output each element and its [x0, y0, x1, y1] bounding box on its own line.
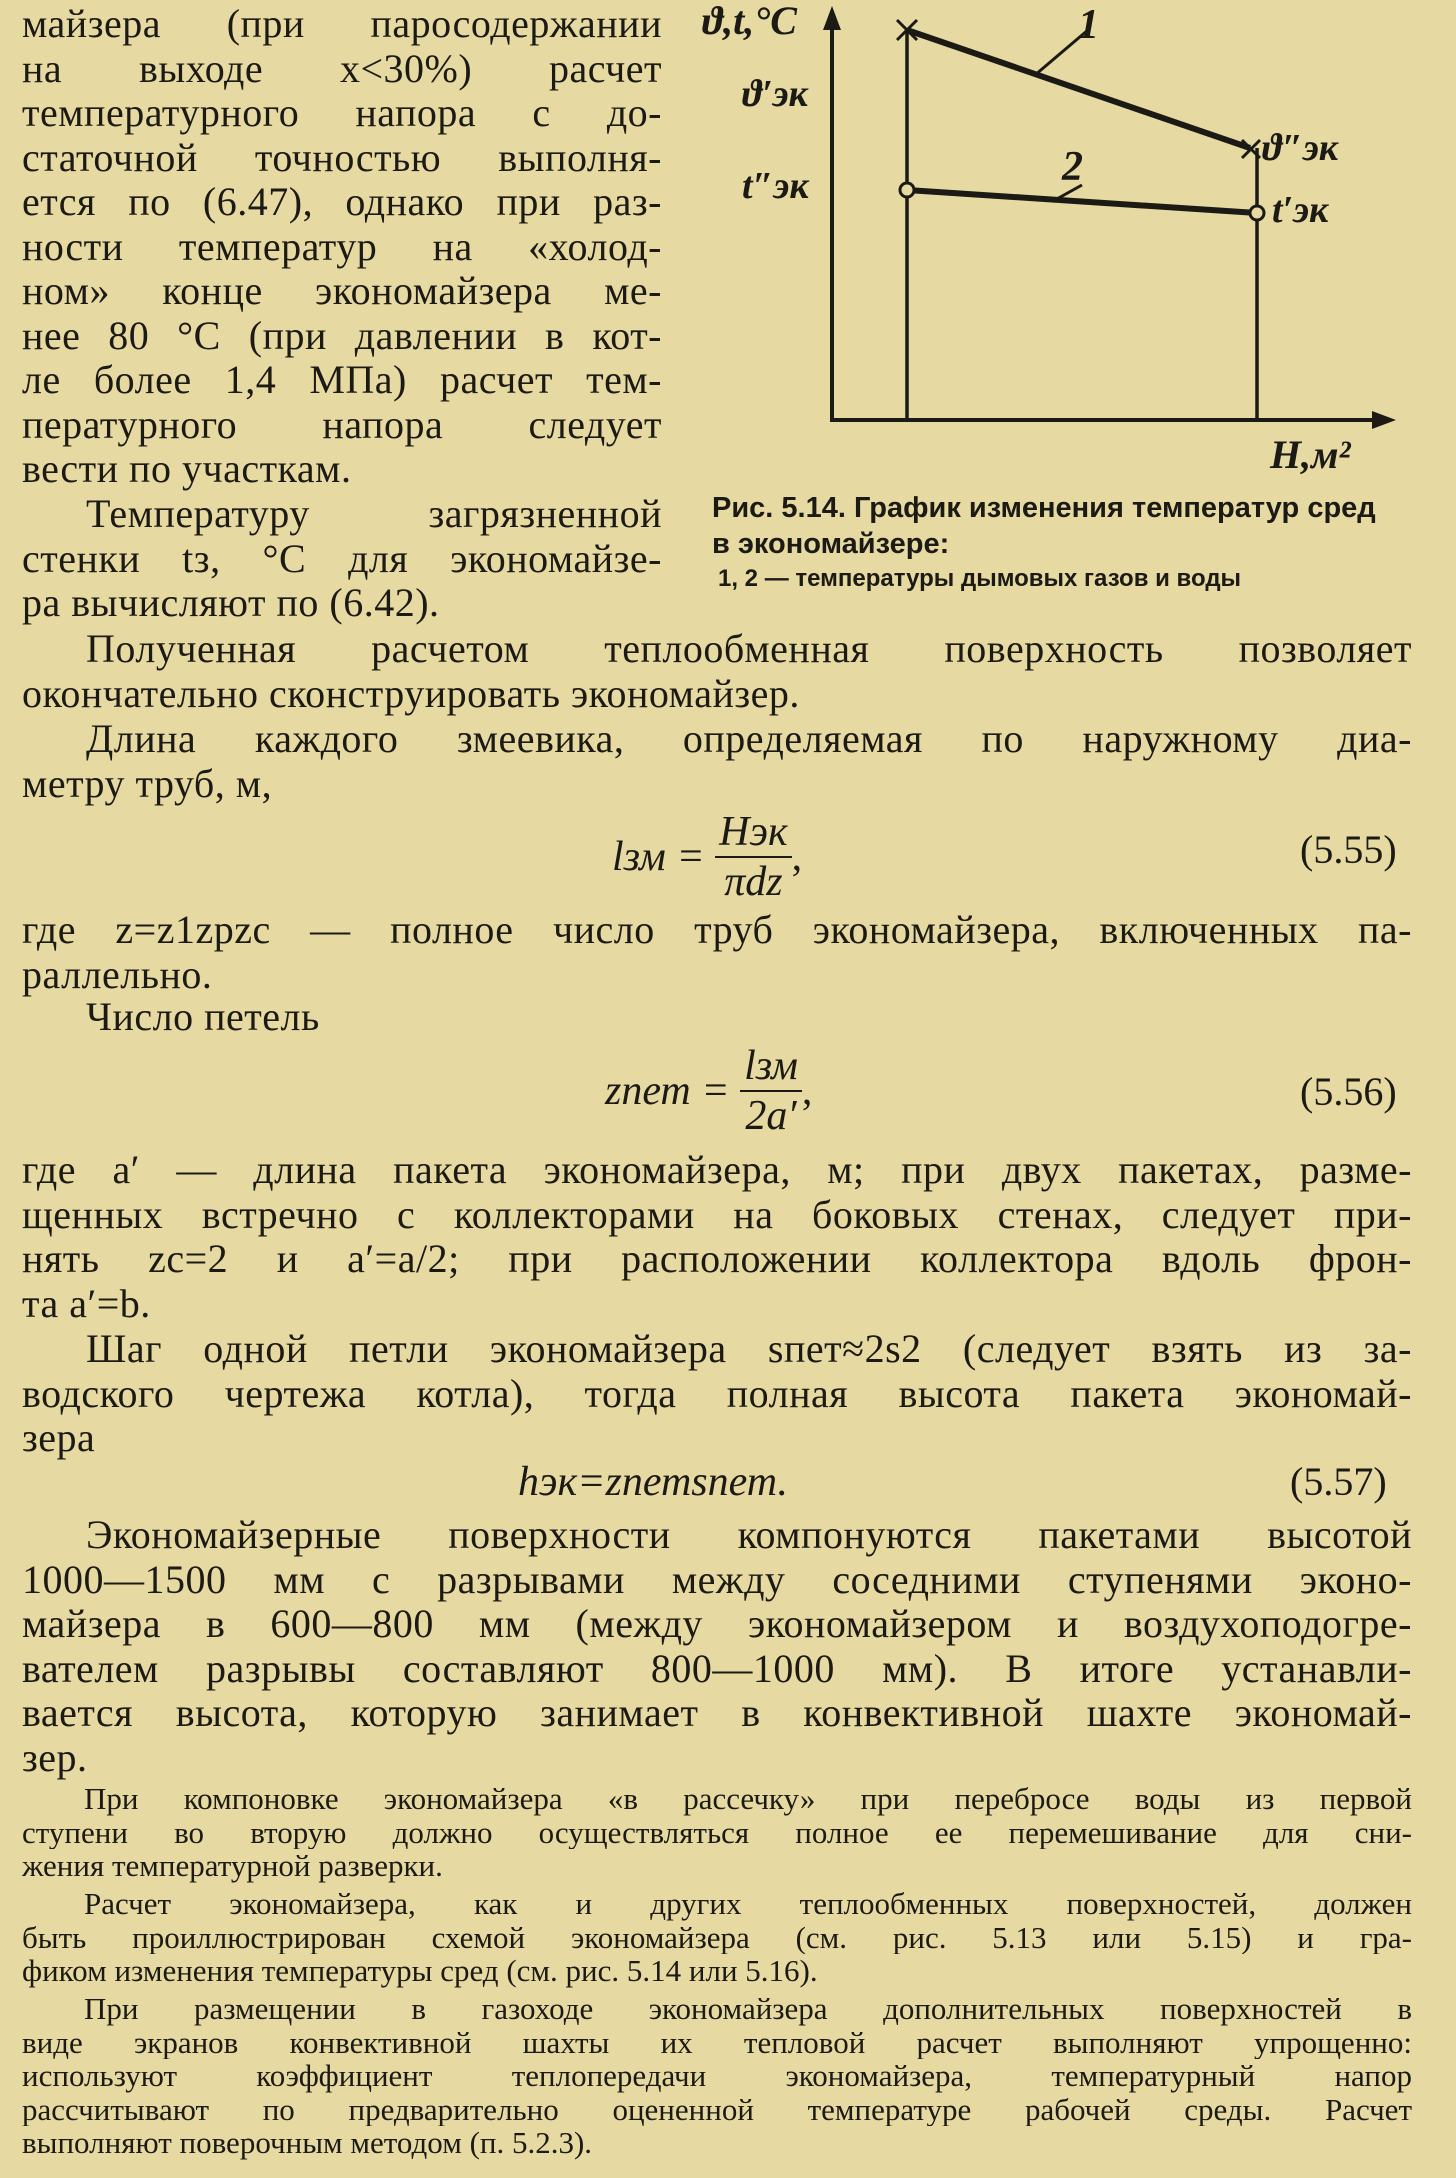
text-line: статочной точностью выполня- [22, 135, 662, 180]
text-line: щенных встречно с коллекторами на боковых стенах, следует при- [22, 1192, 1412, 1237]
formula-5-56-lhs: zпет = [605, 1068, 730, 1114]
formula-5-56: zпет = $\frac{\text{lзм}}{2a'}$ , [605, 1043, 813, 1139]
y-axis-arrow [823, 6, 841, 30]
text-line: ле более 1,4 МПа) расчет тем- [22, 358, 662, 402]
text-line: ном» конце экономайзера ме- [22, 269, 662, 313]
text-line: температурного напора с до- [22, 91, 662, 135]
formula-5-55-fraction [715, 808, 792, 906]
text-line: нее 80 °С (при давлении в кот- [22, 313, 662, 358]
paragraph-where-a [22, 1148, 1412, 1326]
text-line: виде экранов конвективной шахты их тепловой расчет выполняют упрощенно: [22, 2025, 1412, 2059]
text-line: вести по участкам. [22, 446, 352, 491]
text-line: При размещении в газоходе экономайзера дополнительных поверхностей в [84, 1992, 1412, 2026]
paragraph-wall-temperature [22, 492, 662, 626]
small-paragraph-rassechka [22, 1782, 1412, 1883]
marker-circle-inlet [900, 183, 914, 197]
text-line: где z=z1zpzc — полное число труб экономайзера, включенных па- [22, 908, 1412, 952]
text-line: жения температурной разверки. [22, 1848, 443, 1883]
text-line: ра вычисляют по (6.42). [22, 580, 440, 625]
text-line: вается высота, которую занимает в конвективной шахте экономай- [22, 1691, 1412, 1735]
text-line: Длина каждого змеевика, определяемая по наружному диа- [86, 717, 1412, 761]
text-line: метру труб, м, [22, 760, 273, 806]
marker-circle-outlet [1250, 206, 1264, 220]
text-line: 1000—1500 мм с разрывами между соседними ступенями эконо- [22, 1557, 1412, 1602]
formula-5-57-number: (5.57) [1290, 1459, 1387, 1504]
text-line: водского чертежа котла), тогда полная высота пакета экономай- [22, 1371, 1412, 1416]
formula-5-55: lзм = $\frac{\text{Hэк}}{\text{πdz}}$ , [612, 809, 803, 905]
text-line: окончательно сконструировать экономайзер. [22, 670, 800, 716]
text-line: используют коэффициент теплопередачи экономайзера, температурный напор [22, 2059, 1412, 2093]
formula-5-56-numerator: lзм [740, 1042, 802, 1092]
text-line: зер. [22, 1734, 88, 1780]
y-axis-label: ϑ,t,°C [702, 0, 797, 43]
small-paragraph-illustration [22, 1887, 1412, 1988]
formula-5-55-denominator: πdz [724, 859, 783, 905]
text-line: где a′ — длина пакета экономайзера, м; при двух пакетах, разме- [22, 1148, 1412, 1192]
text-line: стенки tз, °С для экономайзе- [22, 536, 662, 581]
paragraph-loops [86, 995, 320, 1040]
paragraph-where-z [22, 908, 1412, 997]
text-line: ступени во вторую должно осуществляться полное ее перемешивание для сни- [22, 1815, 1412, 1849]
text-line: майзера (при паросодержании [22, 2, 662, 46]
figure-5-14-graph [690, 0, 1430, 490]
text-line: Расчет экономайзера, как и других теплообменных поверхностей, должен [84, 1887, 1412, 1921]
label-theta-outlet: ϑ″эк [1262, 127, 1339, 169]
paragraph-obtained-surface [22, 627, 1412, 716]
formula-5-55-lhs: lзм = [612, 834, 705, 880]
text-line: раллельно. [22, 951, 213, 997]
text-line: При компоновке экономайзера «в рассечку» при перебросе воды из первой [84, 1782, 1412, 1816]
paragraph-surfaces [22, 1513, 1412, 1780]
text-line: вателем разрывы составляют 800—1000 мм). В итоге устанавли- [22, 1646, 1412, 1691]
text-line: Шаг одной петли экономайзера sпет≈2s2 (следует взять из за- [86, 1327, 1412, 1371]
text-line: на выходе x<30%) расчет [22, 46, 662, 91]
text-line: ется по (6.47), однако при раз- [22, 180, 662, 224]
x-axis-label: H,м² [1270, 432, 1351, 477]
text-line: быть проиллюстрирован схемой экономайзера (см. рис. 5.13 или 5.15) и гра- [22, 1920, 1412, 1954]
text-line: рассчитывают по предварительно оцененной температуре рабочей среды. Расчет [22, 2092, 1412, 2126]
formula-5-55-number: (5.55) [1300, 827, 1397, 872]
curve-2-water [907, 190, 1257, 213]
figure-caption-title: Рис. 5.14. График изменения температур сред в экономайзере: [712, 492, 1376, 560]
formula-5-56-fraction [740, 1042, 802, 1140]
curve-2-label: 2 [1062, 144, 1083, 190]
formula-5-56-number: (5.56) [1300, 1069, 1397, 1114]
formula-5-57: hэк=zпетsпет. [518, 1459, 789, 1505]
paragraph-coil-length [22, 717, 1412, 806]
curve-1-label: 1 [1078, 2, 1099, 48]
text-line: нять zc=2 и a′=a/2; при расположении коллектора вдоль фрон- [22, 1237, 1412, 1281]
label-t-inlet: t′эк [1272, 189, 1329, 231]
text-line: зера [22, 1415, 96, 1460]
formula-5-55-numerator: Hэк [715, 808, 792, 858]
x-axis-arrow [1372, 411, 1396, 429]
text-line: фиком изменения температуры сред (см. рис. 5.14 или 5.16). [22, 1953, 818, 1988]
text-line: Число петель [86, 994, 320, 1039]
paragraph-temperature-head [22, 2, 662, 492]
text-line: майзера в 600—800 мм (между экономайзером и воздухоподогре- [22, 1602, 1412, 1646]
figure-caption-note: 1, 2 — температуры дымовых газов и воды [718, 565, 1242, 592]
text-line: ности температур на «холод- [22, 224, 662, 269]
paragraph-loop-step [22, 1327, 1412, 1461]
text-line: Температуру загрязненной [86, 492, 662, 536]
text-line: выполняют поверочным методом (п. 5.2.3). [22, 2125, 593, 2160]
figure-caption [712, 490, 1392, 596]
label-theta-inlet: ϑ′эк [742, 73, 808, 115]
text-line: Экономайзерные поверхности компонуются пакетами высотой [86, 1513, 1412, 1557]
small-paragraph-additional-surfaces [22, 1992, 1412, 2160]
text-line: Полученная расчетом теплообменная поверхность позволяет [86, 627, 1412, 671]
text-line: пературного напора следует [22, 402, 662, 447]
label-t-outlet: t″эк [742, 165, 809, 207]
text-line: та a′=b. [22, 1280, 151, 1326]
formula-5-56-denominator: 2a′ [745, 1093, 797, 1139]
